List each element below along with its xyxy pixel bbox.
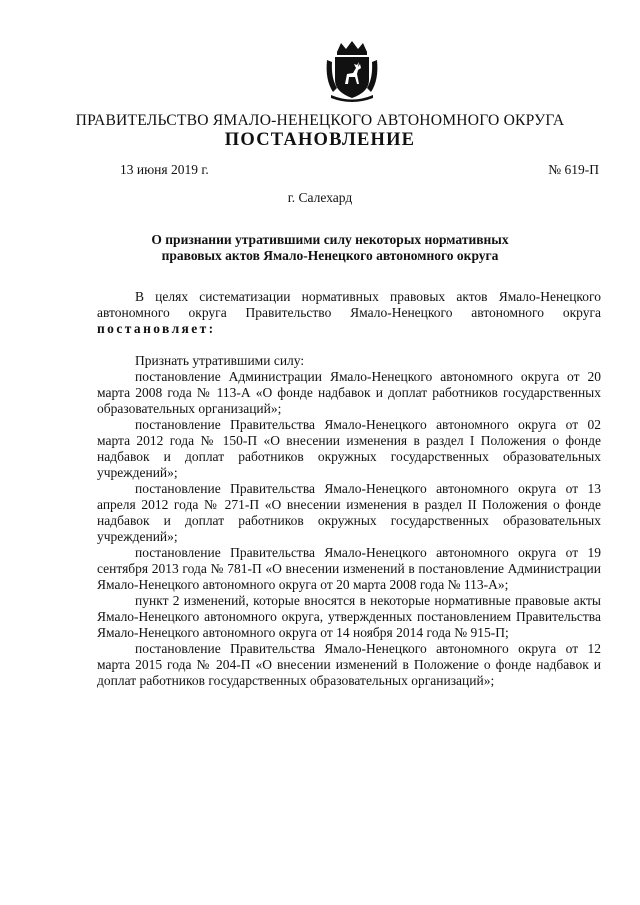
list-item: постановление Правительства Ямало-Ненецкого автономного округа от 02 марта 2012 года № 150-П «О внесении изменения в раздел I Положения о фонде надбавок и доплат работников окружных государственных образовательных учреждений»; (97, 417, 601, 480)
document-number: № 619-П (548, 162, 599, 177)
document-body (97, 289, 601, 689)
title-line-1: О признании утратившими силу некоторых нормативных (151, 232, 509, 247)
document-city: г. Салехард (287, 190, 353, 205)
government-name: ПРАВИТЕЛЬСТВО ЯМАЛО-НЕНЕЦКОГО АВТОНОМНОГО ОКРУГА (75, 112, 565, 129)
intro-paragraph (97, 289, 601, 337)
title-line-2: правовых актов Ямало-Ненецкого автономного округа (161, 248, 499, 263)
list-item: постановление Правительства Ямало-Ненецкого автономного округа от 12 марта 2015 года № 204-П «О внесении изменений в Положение о фонде надбавок и доплат работников государственных образовательных организаций»; (97, 641, 601, 688)
document-type: ПОСТАНОВЛЕНИЕ (224, 130, 416, 150)
lead-paragraph: Признать утратившими силу: (135, 353, 305, 368)
document-title (130, 232, 530, 264)
document-date: 13 июня 2019 г. (120, 162, 209, 177)
decree-word: постановляет: (97, 321, 216, 336)
list-item: постановление Правительства Ямало-Ненецкого автономного округа от 13 апреля 2012 года № 271-П «О внесении изменения в раздел II Положения о фонде надбавок и доплат работников окружных государственных образовательных учреждений»; (97, 481, 601, 544)
coat-of-arms-icon (323, 40, 381, 104)
list-item: пункт 2 изменений, которые вносятся в некоторые нормативные правовые акты Ямало-Ненецкого автономного округа, утвержденных постановлением Правительства Ямало-Ненецкого автономного округа от 14 ноября 2014 года № 915-П; (97, 593, 601, 640)
list-item: постановление Администрации Ямало-Ненецкого автономного округа от 20 марта 2008 года № 113-А «О фонде надбавок и доплат работников государственных образовательных организаций»; (97, 369, 601, 416)
list-item: постановление Правительства Ямало-Ненецкого автономного округа от 19 сентября 2013 года № 781-П «О внесении изменений в постановление Администрации Ямало-Ненецкого автономного округа от 20 марта 2008 года № 113-А»; (97, 545, 601, 592)
intro-text: В целях систематизации нормативных правовых актов Ямало-Ненецкого автономного округа Правительство Ямало-Ненецкого автономного округа (97, 289, 601, 320)
